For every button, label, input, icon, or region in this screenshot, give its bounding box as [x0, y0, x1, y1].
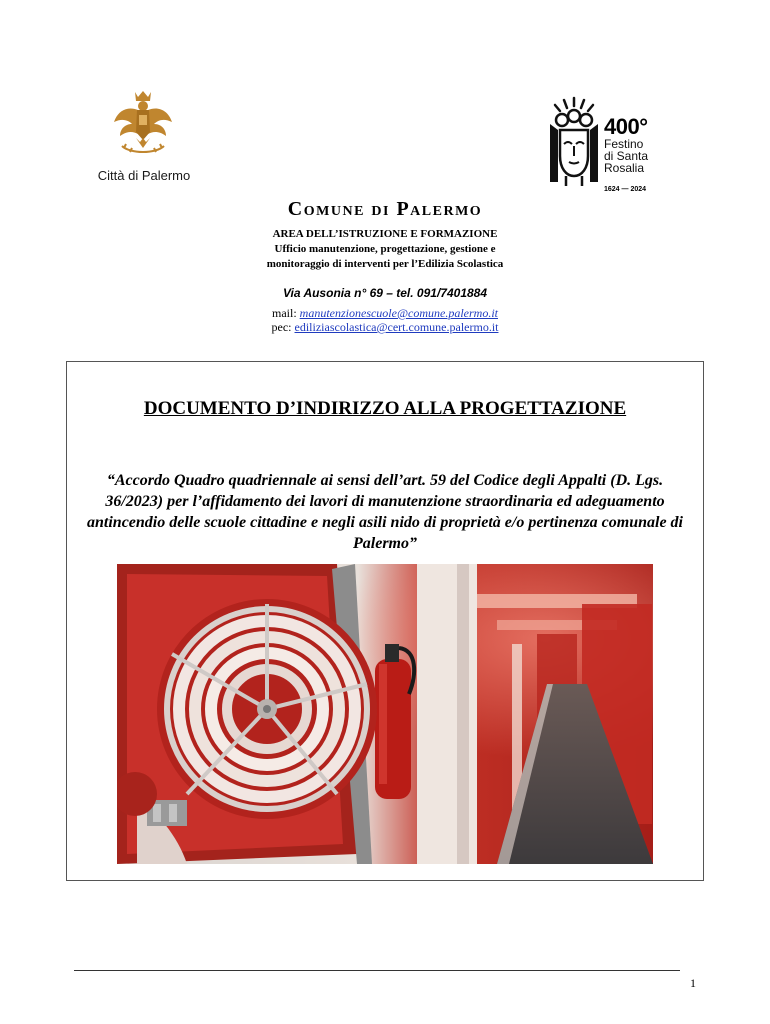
santa-rosalia-face-icon	[544, 96, 604, 188]
document-subtitle: “Accordo Quadro quadriennale ai sensi dell’art. 59 del Codice degli Appalti (D. Lgs. 36/2023) per l’affidamento dei lavori di manutenzione straordinaria ed adeguamento antincendio delle scuole cittadine e negli asili nido di proprietà e/o pertinenza comunale di Palermo”	[87, 472, 683, 552]
fire-hose-corridor-image	[117, 564, 653, 864]
crest-caption: Città di Palermo	[97, 168, 191, 183]
festino-logo	[544, 96, 664, 198]
office-description-line: monitoraggio di interventi per l’Edilizia Scolastica	[266, 258, 504, 270]
fire-hose-photo	[117, 564, 653, 864]
document-title	[0, 398, 770, 420]
page-number: 1	[690, 976, 696, 990]
festino-line: di Santa	[604, 149, 649, 163]
org-title: Comune di Palermo	[287, 198, 483, 220]
area-heading: AREA DELL’ISTRUZIONE E FORMAZIONE	[272, 228, 498, 240]
pec-label: pec:	[271, 320, 295, 334]
festino-number: 400°	[604, 114, 648, 139]
mail-label: mail:	[271, 306, 300, 320]
mail-line	[0, 306, 770, 321]
city-crest-logo	[84, 88, 204, 188]
festino-line: Rosalia	[604, 161, 645, 175]
footer-divider	[74, 970, 680, 971]
office-description-line: Ufficio manutenzione, progettazione, gestione e	[274, 243, 496, 255]
pec-link[interactable]: ediliziascolastica@cert.comune.palermo.it	[294, 320, 499, 334]
document-title-text: DOCUMENTO D’INDIRIZZO ALLA PROGETTAZIONE	[143, 398, 627, 419]
eagle-crest-icon	[108, 88, 178, 160]
festino-line: Festino	[604, 137, 644, 151]
address-line: Via Ausonia n° 69 – tel. 091/7401884	[282, 286, 488, 300]
pec-line	[0, 320, 770, 335]
festino-title	[604, 138, 648, 174]
festino-years: 1624 — 2024	[604, 186, 647, 193]
mail-link[interactable]: manutenzionescuole@comune.palermo.it	[299, 306, 498, 320]
